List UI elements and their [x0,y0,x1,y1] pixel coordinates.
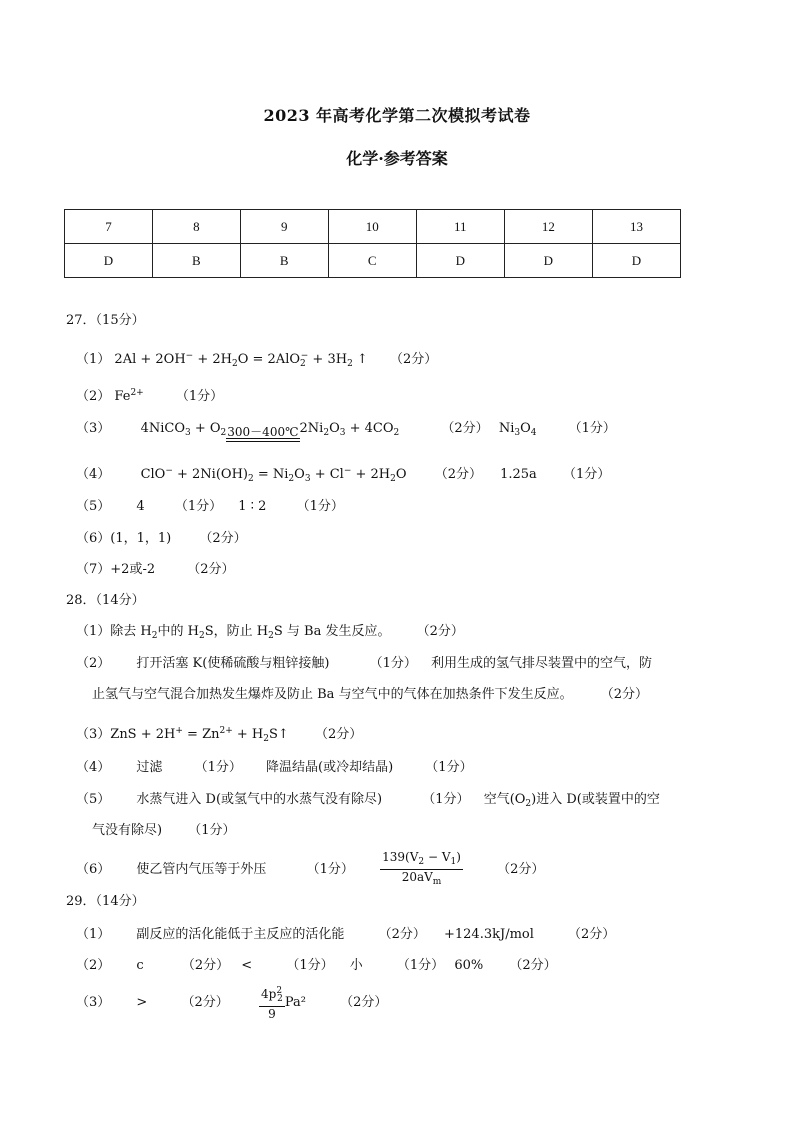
q27-line-1 [76,347,437,373]
equation-text: + H [232,727,264,742]
superscript: − [165,466,173,476]
table-cell: 13 [592,210,680,244]
superscript: 2+ [219,726,233,736]
fraction-denominator: 9 [268,1007,276,1021]
equation-text: (OH) [215,467,248,482]
answer-text: < [241,958,253,973]
q29-line-1 [76,926,615,944]
q29-heading: 29．（14分） [66,894,145,909]
subscript: 2 [198,631,205,641]
fraction-denominator: $20aV_m$ [401,870,442,887]
score: （1分） [286,958,334,973]
table-cell: 12 [504,210,592,244]
answer-label: （3） [76,995,111,1010]
q27-heading: 27．（15分） [66,313,145,328]
answer-text: 除去 H [110,624,152,639]
subscript: 2 [231,359,238,369]
table-cell: 11 [416,210,504,244]
table-cell: D [504,244,592,278]
answer-text: 降温结晶(或冷却结晶) [266,760,394,775]
answer-label: （1） [76,927,111,942]
superscript: + [175,726,183,736]
subscript: 2 [268,631,274,641]
score: （1分） [568,421,616,436]
equation-text: + 3H [308,352,348,367]
score: （2分） [600,687,648,702]
answer-table-answers-row [65,244,681,278]
table-cell: B [152,244,240,278]
answer-text: 60% [454,958,484,973]
answer-text: 1.25a [500,467,537,482]
answer-text: O [520,421,531,436]
q27-line-2 [76,384,223,406]
subscript: 2 [151,631,158,641]
answer-label: （2） [76,389,111,404]
answer-text: +2或-2 [110,562,156,577]
answer-text: 空气(O [483,792,526,807]
subscript: 2 [525,799,532,809]
q29-line-3 [76,984,387,1021]
equation-text: + 2H [193,352,232,367]
score: （1分） [306,862,354,877]
score: （2分） [416,624,464,639]
equation-text: ↑ [352,352,368,367]
equation-text: + Cl [310,467,344,482]
answer-label: （4） [76,760,111,775]
fraction [259,984,285,1021]
score: （2分） [187,562,235,577]
subscript: 3 [514,428,521,438]
score: （2分） [181,958,230,973]
q28-line-2-cont [92,686,648,704]
answer-text: 利用生成的氢气排尽装置中的空气，防 [430,656,652,671]
answer-text: 水蒸气进入 D(或氢气中的水蒸气没有除尽) [136,792,383,807]
score: （2分） [497,862,545,877]
answer-label: （6） [76,531,111,546]
equation-text: O [395,467,407,482]
answer-label: （2） [76,958,111,973]
table-cell: D [592,244,680,278]
page-subtitle: 化学·参考答案 [346,149,448,168]
subscript: 2 [300,359,306,369]
answer-text: 气没有除尽) [92,823,163,838]
equation-text: ClO [140,467,166,482]
answer-text: 过滤 [136,760,163,775]
equation-text: O [329,421,340,436]
score: （2分） [181,995,229,1010]
equation-text: O = 2AlO [237,352,301,367]
answer-table-numbers-row [65,210,681,244]
score: （2分） [568,927,616,942]
answer-text: S，防止 H [204,624,269,639]
equation-text: = Ni [253,467,289,482]
subscript: 2 [347,359,353,369]
subscript: 2 [393,428,400,438]
table-cell: 10 [328,210,416,244]
answer-label: （7） [76,562,111,577]
q28-line-1 [76,623,464,645]
score: （1分） [425,760,473,775]
equation-text: 2Ni [299,421,324,436]
score: （2分） [441,421,489,436]
table-cell: D [416,244,504,278]
score: （2分） [314,727,363,742]
q27-line-6 [76,530,247,548]
score: （1分） [396,958,445,973]
answer-text: 副反应的活化能低于主反应的活化能 [136,927,345,942]
answer-text: 1 ∶ 2 [238,499,267,514]
answer-text: )进入 D(或装置中的空 [531,792,660,807]
subscript: 3 [339,428,346,438]
answer-text: +124.3kJ/mol [444,927,534,942]
equation-text: + 2Ni [172,467,216,482]
q29-line-2 [76,957,557,975]
equation-text: S↑ [268,727,289,742]
answer-text: (1，1，1) [110,531,172,546]
fraction-numerator: $4p^2_2$ [259,984,285,1007]
score: （2分） [199,531,247,546]
q27-line-3 [76,420,616,442]
score: （2分） [340,995,388,1010]
answer-label: （2） [76,656,111,671]
answer-table [64,209,681,278]
answer-text: > [136,995,148,1010]
q28-line-5-cont [92,822,236,840]
score: （1分） [188,823,236,838]
table-cell: B [240,244,328,278]
fraction [380,850,463,889]
subscript: 2 [220,428,227,438]
answer-text: 止氢气与空气混合加热发生爆炸及防止 Ba 与空气中的气体在加热条件下发生反应。 [92,687,573,702]
answer-label: （5） [76,499,111,514]
fraction-numerator: $139(V_2 - V_1)$ [380,850,463,870]
superscript: − [300,351,309,361]
answer-text: Ni [498,421,515,436]
subscript: 4 [530,428,537,438]
subscript: 2 [323,428,330,438]
score: （1分） [194,760,242,775]
table-cell: 7 [65,210,153,244]
score: （2分） [389,352,438,367]
answer-label: （4） [76,467,111,482]
answer-label: （1） [76,624,111,639]
answer-text: 中的 H [157,624,199,639]
answer-text: 4 [136,499,145,514]
score: （1分） [174,499,223,514]
score: （1分） [175,389,224,404]
subscript: 2 [247,474,254,484]
q28-line-2 [76,655,652,673]
table-cell: C [328,244,416,278]
subscript: 2 [263,734,269,744]
equation-text: 4NiCO [140,421,185,436]
answer-text: 小 [349,958,363,973]
score: （1分） [296,499,344,514]
equation-text: 2Al + 2OH [114,352,186,367]
q27-line-5 [76,498,344,516]
q27-line-7 [76,561,235,579]
answer-text: 使乙管内气压等于外压 [136,862,267,877]
table-cell: 9 [240,210,328,244]
answer-label: （3） [76,421,111,436]
superscript: − [343,466,352,476]
answer-label: （3） [76,727,111,742]
equation-text: + O [190,421,221,436]
superscript: 2+ [130,388,144,398]
equation-text: ZnS + 2H [110,727,176,742]
q28-line-6 [76,850,544,889]
q28-line-3 [76,722,362,748]
superscript: − [185,351,194,361]
answer-text: S 与 Ba 发生反应。 [273,624,391,639]
page-title: 2023 年高考化学第二次模拟考试卷 [263,106,531,125]
table-cell: 8 [152,210,240,244]
subscript: 3 [304,474,311,484]
answer-label: （6） [76,862,111,877]
answer-text: 打开活塞 K(使稀硫酸与粗锌接触) [136,656,330,671]
equation-text: + 4CO [345,421,394,436]
answer-text: Fe [114,389,131,404]
answer-label: （5） [76,792,111,807]
answer-text: c [136,958,144,973]
q28-line-5 [76,791,660,813]
equation-text: + 2H [351,467,391,482]
answer-label: （1） [76,352,111,367]
table-cell: D [65,244,153,278]
q28-heading: 28．（14分） [66,593,145,608]
q28-line-4 [76,759,473,777]
score: （1分） [422,792,470,807]
score: （2分） [509,958,557,973]
unit-text: Pa² [284,995,306,1010]
score: （1分） [562,467,611,482]
subscript: 2 [390,474,396,484]
score: （2分） [434,467,482,482]
q27-line-4 [76,462,610,488]
subscript: 3 [184,428,191,438]
score: （2分） [378,927,426,942]
score: （1分） [369,656,417,671]
reaction-condition: 300－400℃ [226,426,299,442]
equation-text: = Zn [182,727,220,742]
equation-text: O [294,467,305,482]
subscript: 2 [288,474,295,484]
